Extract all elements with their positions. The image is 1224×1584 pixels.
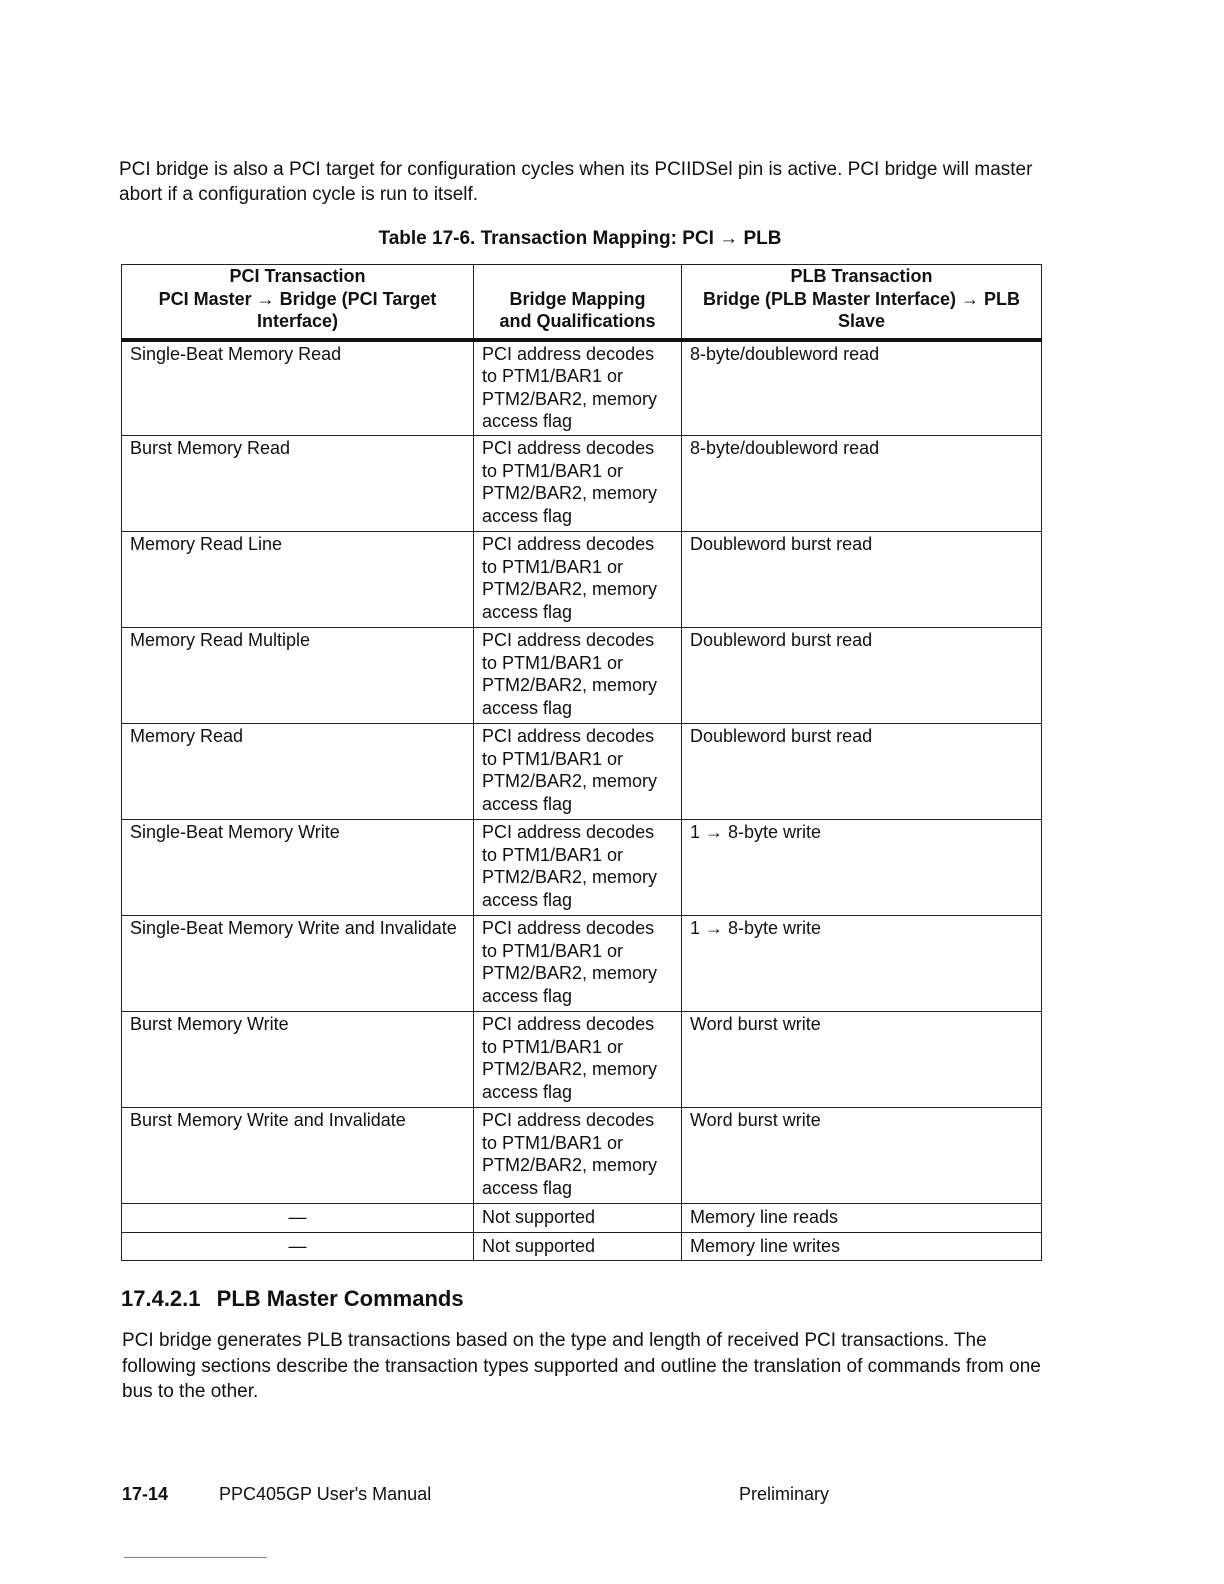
cell-pci-transaction: Burst Memory Write <box>122 1012 474 1108</box>
table-row <box>122 436 1042 532</box>
cell-bridge-mapping: PCI address decodes to PTM1/BAR1 or PTM2/BAR2, memory access flag <box>474 916 682 1012</box>
table-row <box>122 1204 1042 1233</box>
cell-plb-transaction: Memory line reads <box>682 1204 1042 1233</box>
cell-pci-transaction: — <box>122 1204 474 1233</box>
section-heading <box>121 1286 464 1312</box>
cell-plb-transaction: Doubleword burst read <box>682 628 1042 724</box>
cell-plb-transaction: Word burst write <box>682 1108 1042 1204</box>
header-plb-subtitle: Bridge (PLB Master Interface) → PLB Slave <box>702 288 1021 331</box>
header-pci-transaction <box>122 265 474 340</box>
header-plb-title: PLB Transaction <box>790 266 933 286</box>
cell-plb-transaction: 8-byte/doubleword read <box>682 340 1042 436</box>
table-row <box>122 724 1042 820</box>
cell-pci-transaction: Memory Read <box>122 724 474 820</box>
footer-page-number: 17-14 <box>122 1484 169 1504</box>
header-bridge-subtitle: and Qualifications <box>499 311 656 331</box>
table-caption: Table 17-6. Transaction Mapping: PCI → PLB <box>378 228 782 249</box>
section-body-paragraph: PCI bridge generates PLB transactions based on the type and length of received PCI transactions. The following sections describe the transaction types supported and outline the translation of commands from one bus to the other. <box>122 1330 1041 1402</box>
section-number: 17.4.2.1 <box>121 1286 201 1311</box>
table-row <box>122 1012 1042 1108</box>
cell-plb-transaction: 8-byte/doubleword read <box>682 436 1042 532</box>
cell-bridge-mapping: PCI address decodes to PTM1/BAR1 or PTM2/BAR2, memory access flag <box>474 436 682 532</box>
header-bridge-mapping <box>474 265 682 340</box>
cell-plb-transaction: Memory line writes <box>682 1232 1042 1261</box>
cell-plb-transaction: Doubleword burst read <box>682 532 1042 628</box>
cell-bridge-mapping: Not supported <box>474 1204 682 1233</box>
table-row <box>122 916 1042 1012</box>
cell-pci-transaction: Memory Read Multiple <box>122 628 474 724</box>
header-pci-title: PCI Transaction <box>229 266 366 286</box>
footer-manual-title: PPC405GP User's Manual <box>219 1484 432 1504</box>
footer-divider <box>124 1557 267 1558</box>
table-row <box>122 532 1042 628</box>
header-bridge-title: Bridge Mapping <box>509 288 646 309</box>
cell-bridge-mapping: PCI address decodes to PTM1/BAR1 or PTM2/BAR2, memory access flag <box>474 1108 682 1204</box>
mapping-table <box>121 264 1042 1261</box>
section-title: PLB Master Commands <box>216 1286 464 1311</box>
transaction-mapping-table <box>121 264 1041 1261</box>
intro-paragraph: PCI bridge is also a PCI target for configuration cycles when its PCIIDSel pin is active. PCI bridge will master abort if a configuration cycle is run to itself. <box>119 159 1033 205</box>
cell-bridge-mapping: PCI address decodes to PTM1/BAR1 or PTM2/BAR2, memory access flag <box>474 1012 682 1108</box>
cell-bridge-mapping: PCI address decodes to PTM1/BAR1 or PTM2/BAR2, memory access flag <box>474 532 682 628</box>
table-row <box>122 340 1042 436</box>
cell-plb-transaction: Doubleword burst read <box>682 724 1042 820</box>
cell-plb-transaction: Word burst write <box>682 1012 1042 1108</box>
table-row <box>122 1232 1042 1261</box>
cell-bridge-mapping: Not supported <box>474 1232 682 1261</box>
cell-pci-transaction: — <box>122 1232 474 1261</box>
cell-plb-transaction: 1 → 8-byte write <box>682 916 1042 1012</box>
cell-bridge-mapping: PCI address decodes to PTM1/BAR1 or PTM2/BAR2, memory access flag <box>474 628 682 724</box>
cell-pci-transaction: Burst Memory Write and Invalidate <box>122 1108 474 1204</box>
footer-status: Preliminary <box>739 1484 830 1504</box>
table-row <box>122 820 1042 916</box>
table-row <box>122 628 1042 724</box>
cell-pci-transaction: Burst Memory Read <box>122 436 474 532</box>
cell-pci-transaction: Memory Read Line <box>122 532 474 628</box>
table-row <box>122 1108 1042 1204</box>
cell-bridge-mapping: PCI address decodes to PTM1/BAR1 or PTM2/BAR2, memory access flag <box>474 820 682 916</box>
cell-pci-transaction: Single-Beat Memory Read <box>122 340 474 436</box>
header-plb-transaction <box>682 265 1042 340</box>
header-pci-subtitle: PCI Master → Bridge (PCI Target Interface) <box>158 288 437 331</box>
cell-pci-transaction: Single-Beat Memory Write <box>122 820 474 916</box>
cell-plb-transaction: 1 → 8-byte write <box>682 820 1042 916</box>
cell-bridge-mapping: PCI address decodes to PTM1/BAR1 or PTM2/BAR2, memory access flag <box>474 724 682 820</box>
table-header-row <box>122 265 1042 340</box>
cell-pci-transaction: Single-Beat Memory Write and Invalidate <box>122 916 474 1012</box>
cell-bridge-mapping: PCI address decodes to PTM1/BAR1 or PTM2/BAR2, memory access flag <box>474 340 682 436</box>
